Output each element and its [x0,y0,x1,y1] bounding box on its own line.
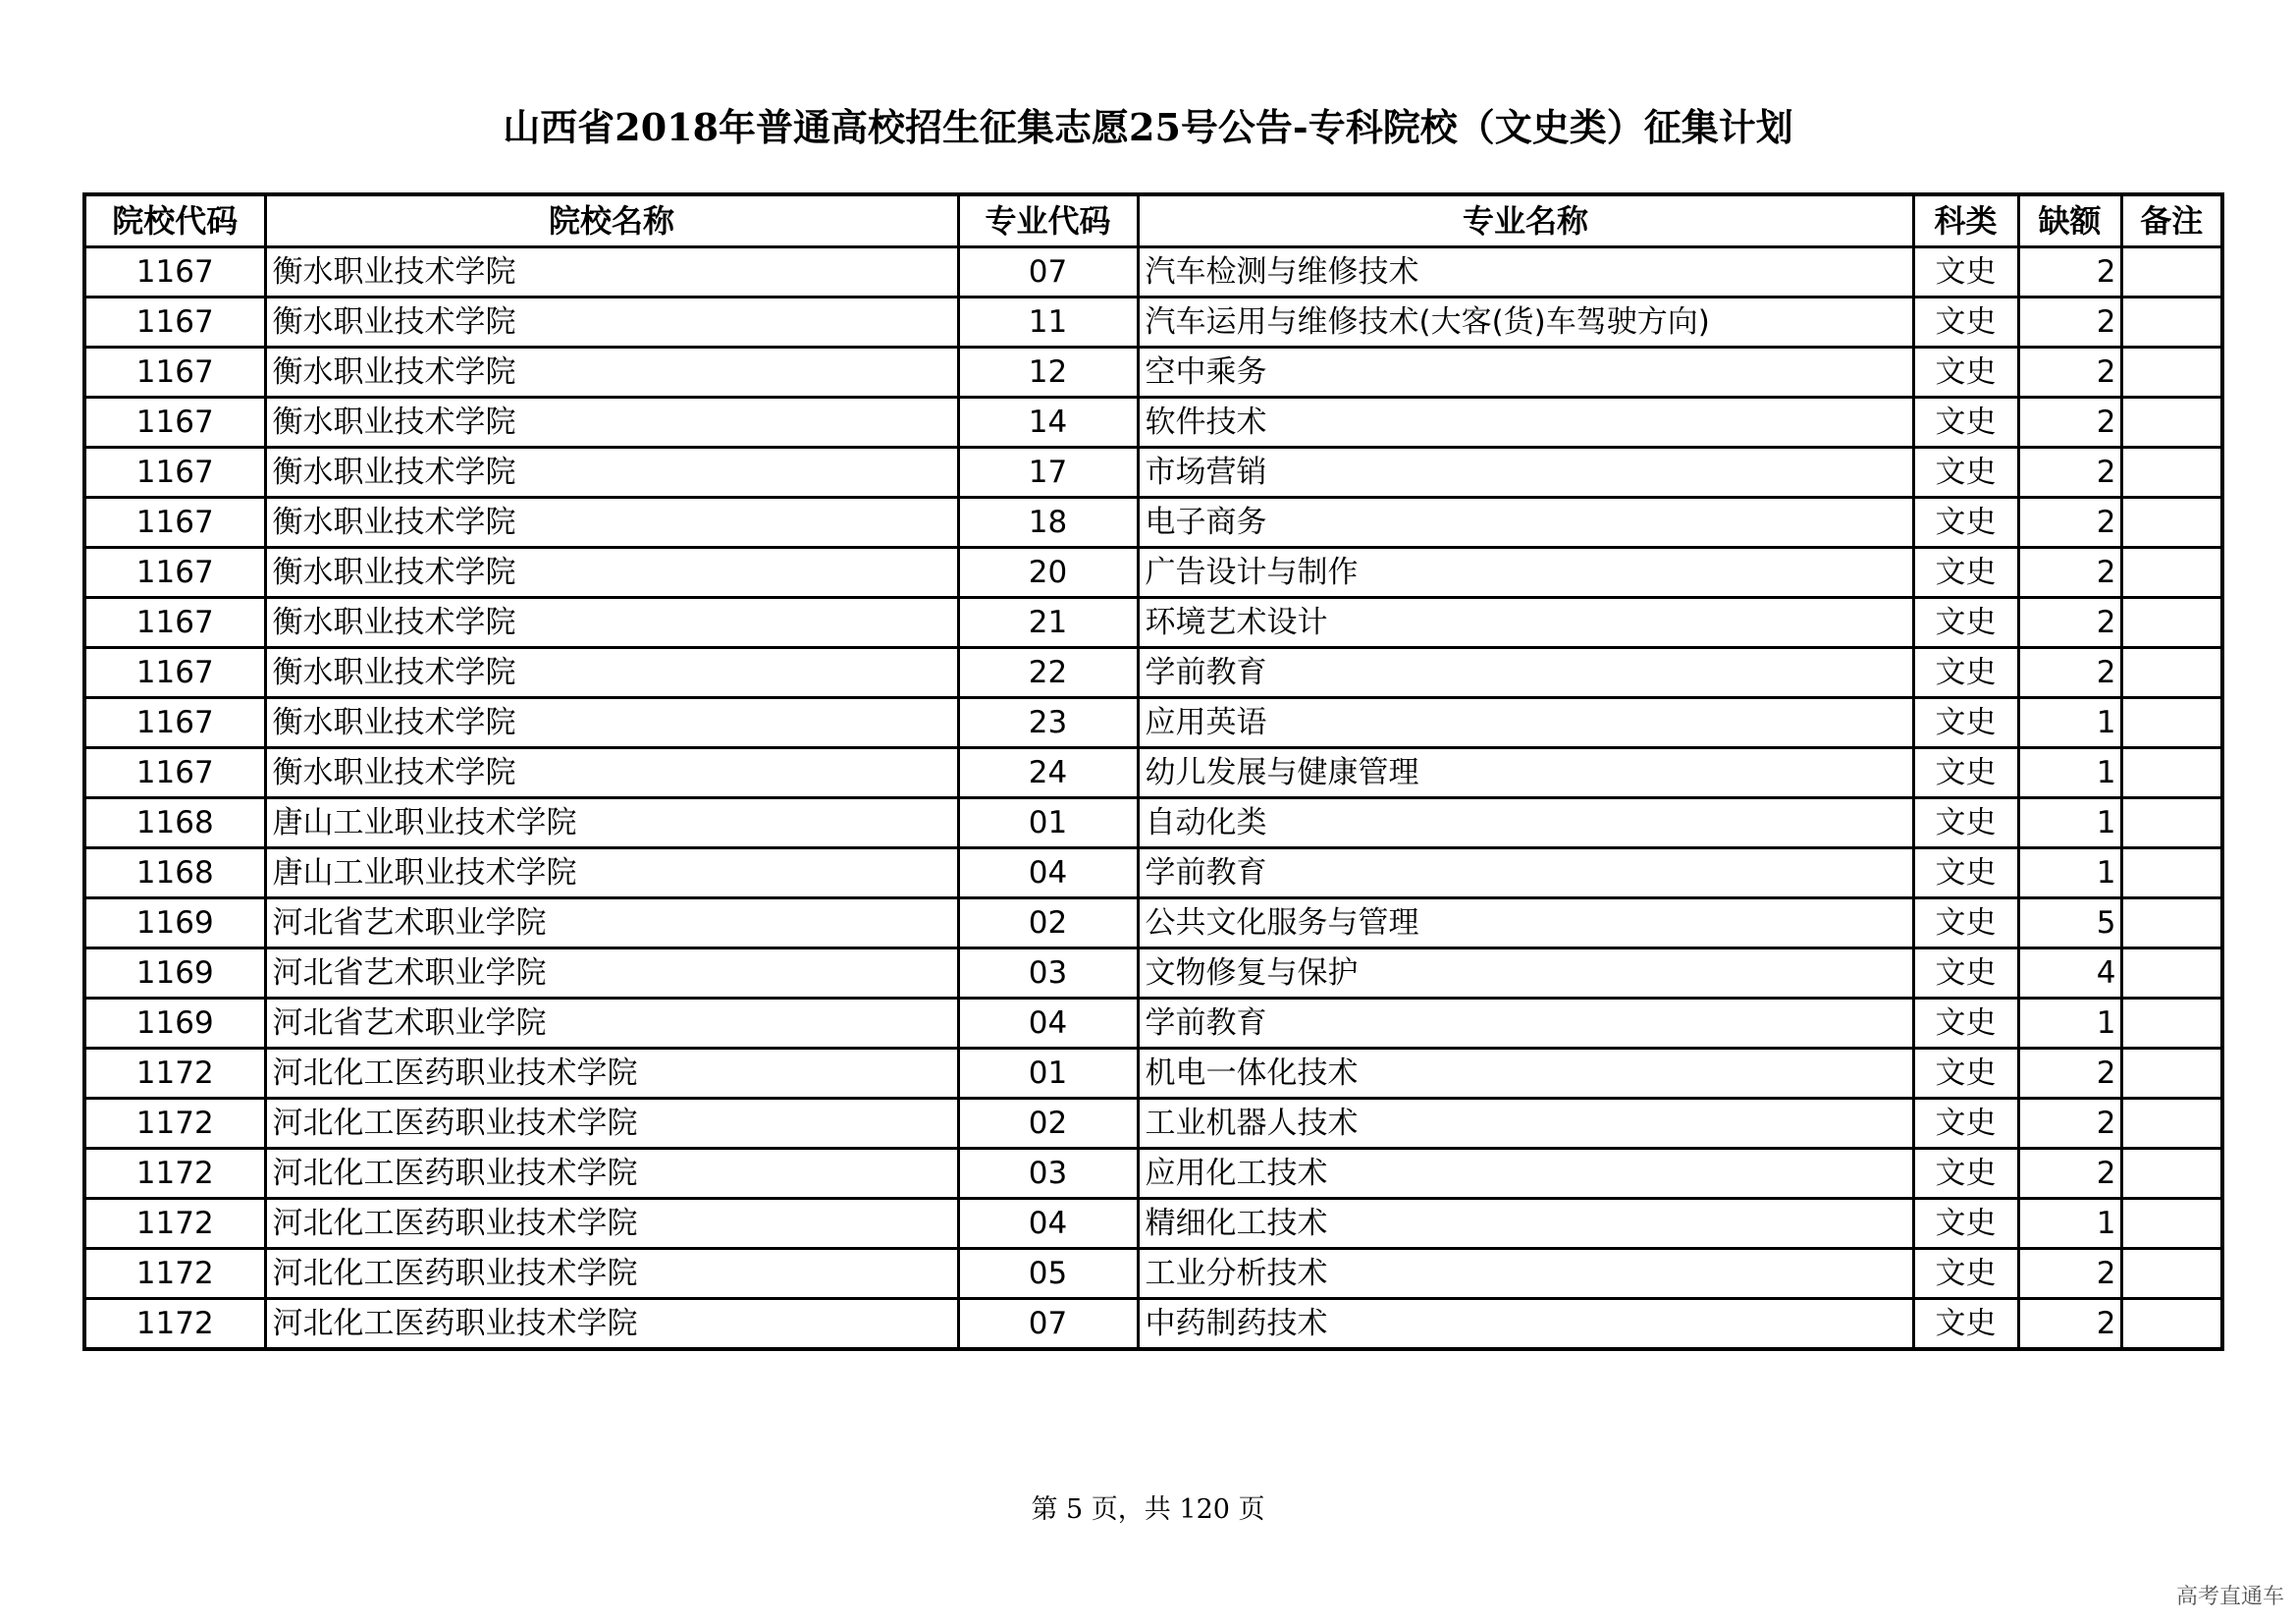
table-body [84,247,2222,1350]
cell-vacancy: 2 [2018,548,2121,598]
cell-school-name: 河北化工医药职业技术学院 [265,1249,958,1299]
cell-school-code: 1167 [84,247,265,298]
cell-major-name: 空中乘务 [1138,348,1913,398]
cell-major-code: 18 [958,498,1138,548]
cell-school-name: 衡水职业技术学院 [265,648,958,698]
cell-major-name: 应用化工技术 [1138,1149,1913,1199]
cell-vacancy: 1 [2018,748,2121,798]
cell-school-name: 河北化工医药职业技术学院 [265,1049,958,1099]
cell-school-code: 1172 [84,1199,265,1249]
cell-remarks [2121,398,2222,448]
cell-major-name: 幼儿发展与健康管理 [1138,748,1913,798]
cell-major-name: 汽车检测与维修技术 [1138,247,1913,298]
table-row [84,498,2222,548]
cell-major-code: 20 [958,548,1138,598]
cell-major-code: 02 [958,898,1138,948]
cell-school-code: 1172 [84,1149,265,1199]
table-row [84,548,2222,598]
cell-major-name: 学前教育 [1138,648,1913,698]
cell-vacancy: 1 [2018,999,2121,1049]
cell-major-code: 01 [958,1049,1138,1099]
cell-school-name: 唐山工业职业技术学院 [265,848,958,898]
cell-major-code: 11 [958,298,1138,348]
cell-category: 文史 [1913,648,2018,698]
cell-major-code: 03 [958,1149,1138,1199]
cell-major-name: 环境艺术设计 [1138,598,1913,648]
cell-remarks [2121,1149,2222,1199]
enrollment-plan-table [82,192,2224,1351]
cell-major-code: 22 [958,648,1138,698]
cell-category: 文史 [1913,247,2018,298]
cell-vacancy: 4 [2018,948,2121,999]
cell-major-name: 自动化类 [1138,798,1913,848]
table-row [84,247,2222,298]
cell-major-code: 04 [958,999,1138,1049]
cell-remarks [2121,748,2222,798]
cell-major-name: 精细化工技术 [1138,1199,1913,1249]
header-remarks: 备注 [2121,194,2222,247]
cell-school-code: 1167 [84,348,265,398]
cell-major-code: 03 [958,948,1138,999]
cell-category: 文史 [1913,948,2018,999]
cell-major-code: 04 [958,1199,1138,1249]
cell-remarks [2121,698,2222,748]
table-row [84,648,2222,698]
cell-category: 文史 [1913,448,2018,498]
cell-vacancy: 2 [2018,498,2121,548]
cell-remarks [2121,1249,2222,1299]
table-row [84,1299,2222,1350]
cell-major-code: 23 [958,698,1138,748]
cell-school-code: 1167 [84,398,265,448]
cell-school-name: 河北化工医药职业技术学院 [265,1199,958,1249]
table-row [84,1149,2222,1199]
cell-major-code: 05 [958,1249,1138,1299]
cell-school-code: 1167 [84,698,265,748]
cell-vacancy: 1 [2018,698,2121,748]
cell-major-name: 公共文化服务与管理 [1138,898,1913,948]
cell-remarks [2121,798,2222,848]
cell-major-name: 学前教育 [1138,999,1913,1049]
cell-major-name: 学前教育 [1138,848,1913,898]
cell-category: 文史 [1913,748,2018,798]
table-row [84,348,2222,398]
table-row [84,1249,2222,1299]
cell-remarks [2121,1099,2222,1149]
cell-vacancy: 2 [2018,1099,2121,1149]
cell-school-code: 1172 [84,1299,265,1350]
cell-remarks [2121,548,2222,598]
table-row [84,598,2222,648]
cell-remarks [2121,247,2222,298]
cell-vacancy: 2 [2018,598,2121,648]
cell-school-name: 唐山工业职业技术学院 [265,798,958,848]
cell-remarks [2121,898,2222,948]
cell-category: 文史 [1913,1249,2018,1299]
cell-vacancy: 1 [2018,848,2121,898]
cell-major-code: 01 [958,798,1138,848]
cell-school-code: 1167 [84,498,265,548]
cell-school-code: 1169 [84,948,265,999]
cell-category: 文史 [1913,848,2018,898]
cell-major-name: 广告设计与制作 [1138,548,1913,598]
cell-school-name: 衡水职业技术学院 [265,247,958,298]
table-row [84,898,2222,948]
watermark: 高考直通车 [2175,1585,2284,1609]
cell-category: 文史 [1913,1049,2018,1099]
cell-category: 文史 [1913,999,2018,1049]
cell-vacancy: 2 [2018,648,2121,698]
cell-school-code: 1167 [84,748,265,798]
cell-school-code: 1167 [84,598,265,648]
table-row [84,448,2222,498]
cell-school-name: 衡水职业技术学院 [265,598,958,648]
cell-school-code: 1167 [84,648,265,698]
cell-category: 文史 [1913,298,2018,348]
cell-school-name: 衡水职业技术学院 [265,548,958,598]
cell-major-code: 07 [958,1299,1138,1350]
cell-school-name: 衡水职业技术学院 [265,498,958,548]
cell-category: 文史 [1913,348,2018,398]
cell-major-code: 24 [958,748,1138,798]
cell-school-code: 1167 [84,548,265,598]
cell-vacancy: 1 [2018,798,2121,848]
header-school-code: 院校代码 [84,194,265,247]
cell-remarks [2121,598,2222,648]
table-row [84,298,2222,348]
cell-school-code: 1172 [84,1099,265,1149]
cell-category: 文史 [1913,598,2018,648]
cell-vacancy: 2 [2018,247,2121,298]
cell-vacancy: 2 [2018,1149,2121,1199]
cell-school-name: 河北化工医药职业技术学院 [265,1299,958,1350]
cell-remarks [2121,1199,2222,1249]
cell-category: 文史 [1913,1149,2018,1199]
page-footer: 第 5 页，共 120 页 [1031,1494,1265,1525]
header-major-code: 专业代码 [958,194,1138,247]
cell-major-code: 12 [958,348,1138,398]
cell-vacancy: 1 [2018,1199,2121,1249]
cell-school-name: 衡水职业技术学院 [265,398,958,448]
cell-remarks [2121,648,2222,698]
cell-school-code: 1169 [84,898,265,948]
table-header-row [84,194,2222,247]
header-vacancy: 缺额 [2018,194,2121,247]
cell-category: 文史 [1913,798,2018,848]
cell-remarks [2121,948,2222,999]
table-row [84,1099,2222,1149]
cell-school-code: 1167 [84,298,265,348]
cell-major-name: 工业机器人技术 [1138,1099,1913,1149]
cell-major-code: 21 [958,598,1138,648]
cell-vacancy: 2 [2018,1249,2121,1299]
cell-major-code: 14 [958,398,1138,448]
cell-school-name: 河北化工医药职业技术学院 [265,1099,958,1149]
cell-school-name: 衡水职业技术学院 [265,348,958,398]
cell-major-name: 工业分析技术 [1138,1249,1913,1299]
cell-vacancy: 2 [2018,1299,2121,1350]
page-title: 山西省2018年普通高校招生征集志愿25号公告-专科院校（文史类）征集计划 [503,105,1793,149]
cell-category: 文史 [1913,548,2018,598]
cell-vacancy: 2 [2018,348,2121,398]
cell-category: 文史 [1913,1199,2018,1249]
cell-remarks [2121,999,2222,1049]
cell-major-code: 07 [958,247,1138,298]
cell-major-name: 汽车运用与维修技术(大客(货)车驾驶方向) [1138,298,1913,348]
cell-school-name: 河北省艺术职业学院 [265,948,958,999]
cell-vacancy: 5 [2018,898,2121,948]
table-row [84,848,2222,898]
header-category: 科类 [1913,194,2018,247]
table-row [84,798,2222,848]
header-school-name: 院校名称 [265,194,958,247]
cell-school-name: 河北省艺术职业学院 [265,999,958,1049]
cell-remarks [2121,348,2222,398]
cell-vacancy: 2 [2018,448,2121,498]
cell-school-name: 衡水职业技术学院 [265,748,958,798]
cell-major-code: 17 [958,448,1138,498]
table-row [84,698,2222,748]
cell-school-name: 衡水职业技术学院 [265,448,958,498]
cell-category: 文史 [1913,1299,2018,1350]
table-row [84,1049,2222,1099]
cell-school-code: 1167 [84,448,265,498]
cell-vacancy: 2 [2018,398,2121,448]
cell-school-code: 1168 [84,848,265,898]
cell-major-name: 文物修复与保护 [1138,948,1913,999]
cell-remarks [2121,848,2222,898]
cell-major-name: 机电一体化技术 [1138,1049,1913,1099]
cell-major-name: 应用英语 [1138,698,1913,748]
cell-school-code: 1172 [84,1049,265,1099]
table-row [84,1199,2222,1249]
cell-school-name: 衡水职业技术学院 [265,298,958,348]
cell-vacancy: 2 [2018,298,2121,348]
cell-school-code: 1172 [84,1249,265,1299]
cell-major-name: 软件技术 [1138,398,1913,448]
cell-school-code: 1168 [84,798,265,848]
cell-category: 文史 [1913,1099,2018,1149]
table-row [84,748,2222,798]
cell-school-name: 衡水职业技术学院 [265,698,958,748]
cell-remarks [2121,1299,2222,1350]
table-row [84,948,2222,999]
cell-vacancy: 2 [2018,1049,2121,1099]
cell-school-name: 河北省艺术职业学院 [265,898,958,948]
cell-category: 文史 [1913,398,2018,448]
table-row [84,398,2222,448]
table-row [84,999,2222,1049]
header-major-name: 专业名称 [1138,194,1913,247]
cell-major-name: 市场营销 [1138,448,1913,498]
cell-major-name: 中药制药技术 [1138,1299,1913,1350]
cell-remarks [2121,298,2222,348]
cell-remarks [2121,498,2222,548]
cell-remarks [2121,1049,2222,1099]
cell-category: 文史 [1913,698,2018,748]
cell-school-code: 1169 [84,999,265,1049]
cell-major-name: 电子商务 [1138,498,1913,548]
cell-remarks [2121,448,2222,498]
cell-major-code: 02 [958,1099,1138,1149]
cell-category: 文史 [1913,898,2018,948]
cell-school-name: 河北化工医药职业技术学院 [265,1149,958,1199]
cell-category: 文史 [1913,498,2018,548]
cell-major-code: 04 [958,848,1138,898]
